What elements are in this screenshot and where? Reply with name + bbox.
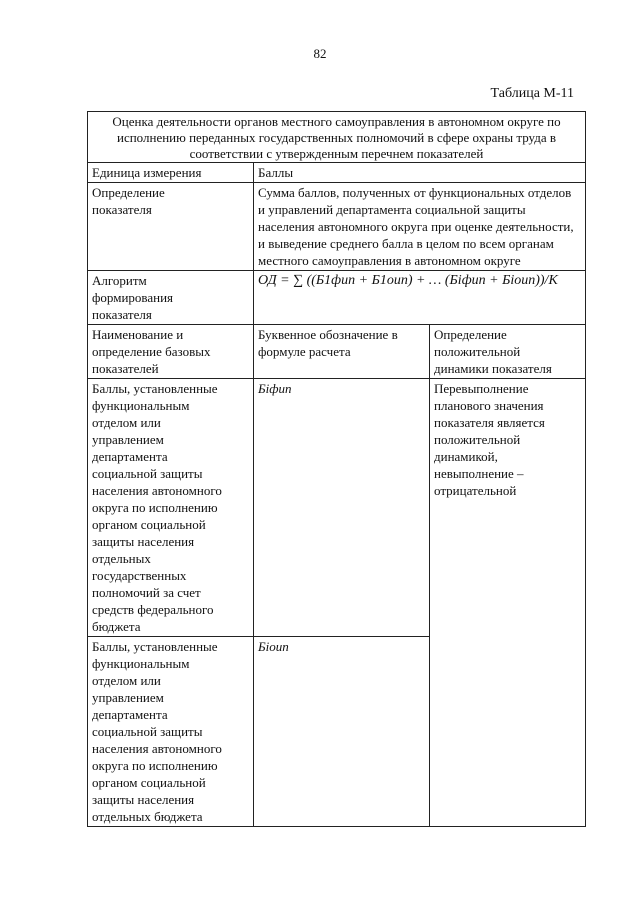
algorithm-formula: ОД = ∑ ((Б1фип + Б1оип) + … (Біфип + Біоип))/К bbox=[254, 271, 586, 325]
row2-symbol: Біоип bbox=[254, 637, 430, 827]
table-title: Оценка деятельности органов местного самоуправления в автономном округе по исполнению переданных государственных полномочий в сфере охраны труда в соответствии с утвержденным перечнем показателей bbox=[88, 112, 586, 163]
table-caption: Таблица М-11 bbox=[490, 86, 574, 101]
header-symbol: Буквенное обозначение в формуле расчета bbox=[254, 325, 430, 379]
row1-name: Баллы, установленные функциональным отделом или управлением департамента социальной защиты населения автономного округа по исполнению органом социальной защиты населения отдельных государственных полномочий за счет средств федерального бюджета bbox=[88, 379, 254, 637]
definition-label: Определение показателя bbox=[88, 183, 254, 271]
definition-row bbox=[88, 183, 586, 271]
row1-symbol: Біфип bbox=[254, 379, 430, 637]
algorithm-label: Алгоритм формирования показателя bbox=[88, 271, 254, 325]
algorithm-row bbox=[88, 271, 586, 325]
page-number: 82 bbox=[313, 46, 327, 61]
table-row bbox=[88, 379, 586, 637]
unit-label: Единица измерения bbox=[88, 163, 254, 183]
dynamics-description: Перевыполнение планового значения показателя является положительной динамикой, невыполнение – отрицательной bbox=[430, 379, 586, 827]
indicator-table bbox=[87, 111, 586, 827]
header-name: Наименование и определение базовых показателей bbox=[88, 325, 254, 379]
unit-row bbox=[88, 163, 586, 183]
unit-value: Баллы bbox=[254, 163, 586, 183]
table-title-row bbox=[88, 112, 586, 163]
header-dynamics: Определение положительной динамики показателя bbox=[430, 325, 586, 379]
definition-value: Сумма баллов, полученных от функциональных отделов и управлений департамента социальной защиты населения автономного округа при оценке деятельности, и выведение среднего балла в целом по всем органам местного самоуправления в автономном округе bbox=[254, 183, 586, 271]
header-row bbox=[88, 325, 586, 379]
row2-name: Баллы, установленные функциональным отделом или управлением департамента социальной защиты населения автономного округа по исполнению органом социальной защиты населения отдельных бюджета bbox=[88, 637, 254, 827]
